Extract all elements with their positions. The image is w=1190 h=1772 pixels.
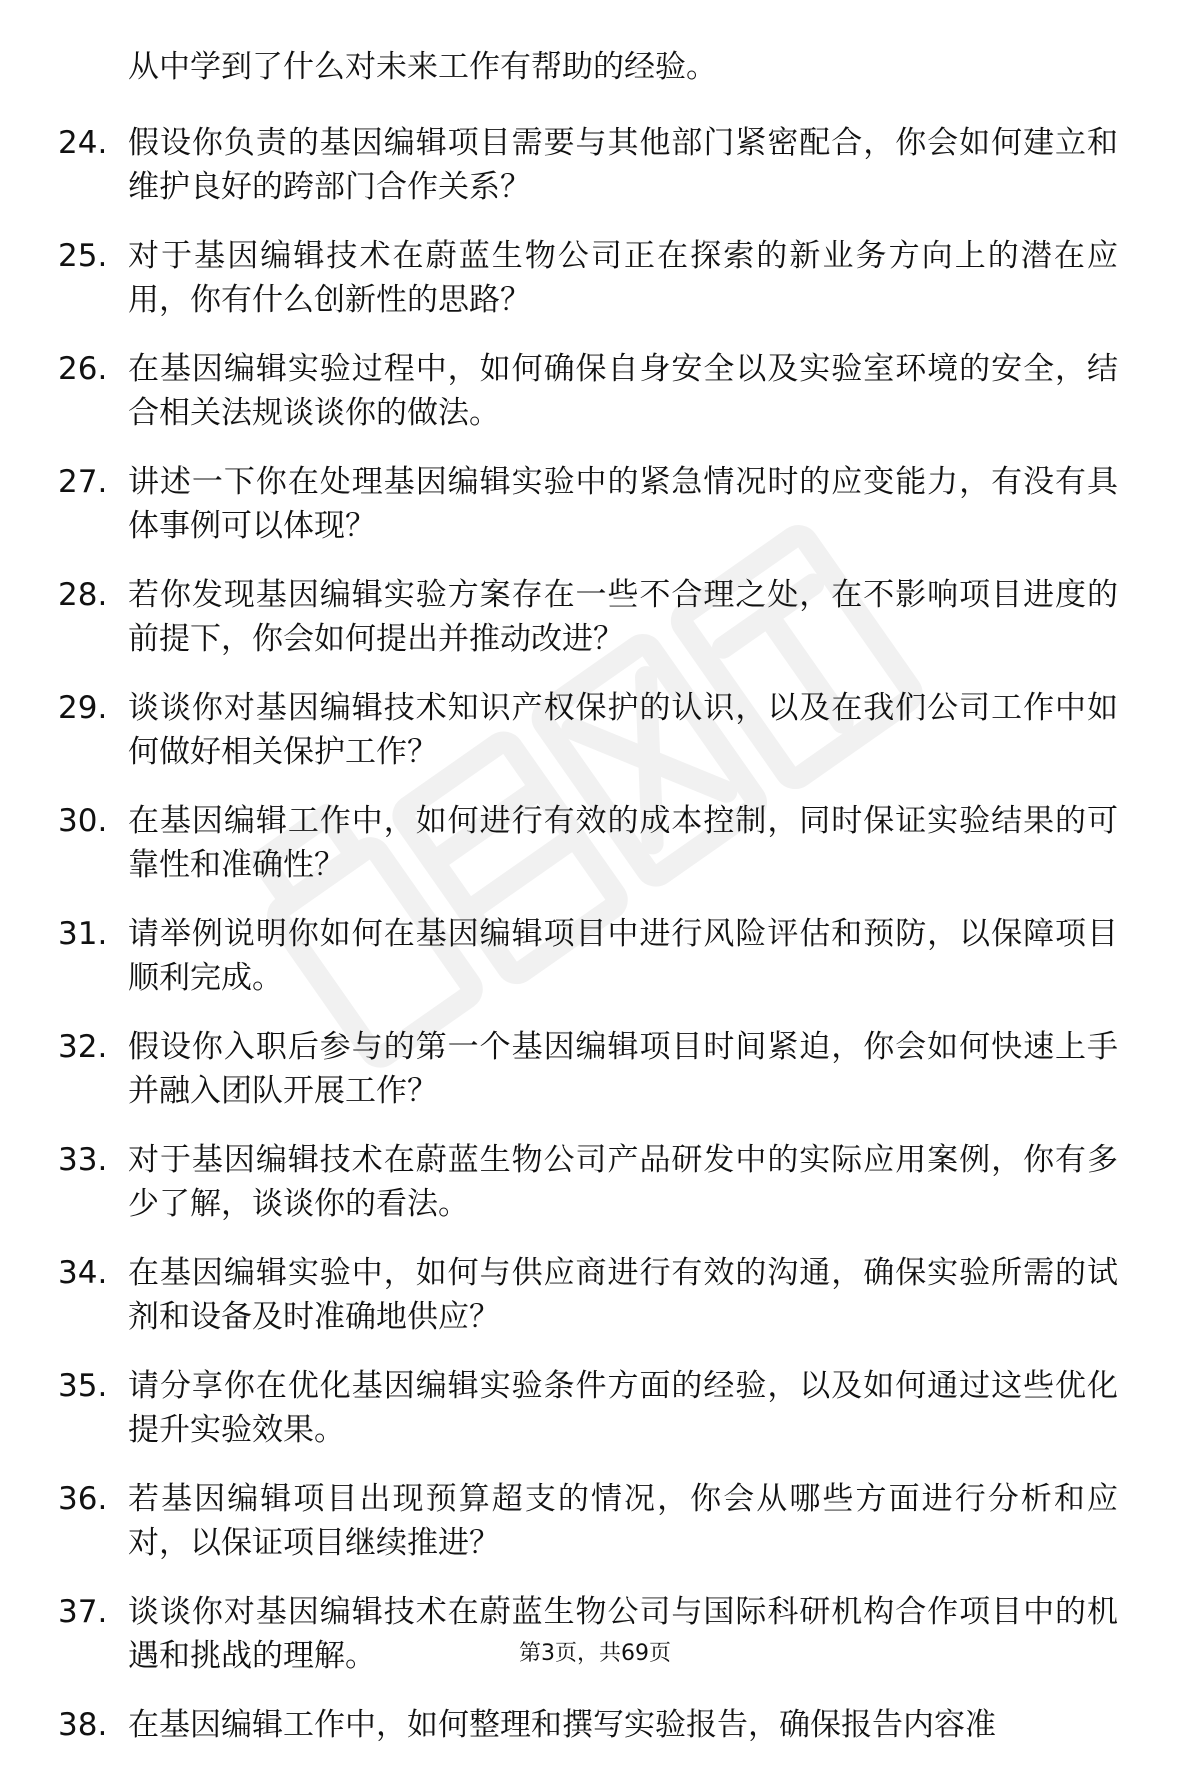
page-number-label: 第3页，共69页 (519, 1641, 671, 1666)
question-number: 32. (58, 1029, 108, 1065)
question-number: 38. (58, 1707, 108, 1743)
question-text: 对于基因编辑技术在蔚蓝生物公司正在探索的新业务方向上的潜在应用，你有什么创新性的思路？ (128, 238, 1118, 318)
continuation-text: 从中学到了什么对未来工作有帮助的经验。 (128, 49, 717, 85)
question-item (58, 1251, 1118, 1339)
question-number: 25. (58, 238, 108, 274)
question-item (58, 1703, 1118, 1747)
question-number: 28. (58, 577, 108, 613)
question-text: 谈谈你对基因编辑技术在蔚蓝生物公司与国际科研机构合作项目中的机遇和挑战的理解。 (128, 1594, 1118, 1674)
question-item (58, 234, 1118, 322)
question-text: 谈谈你对基因编辑技术知识产权保护的认识，以及在我们公司工作中如何做好相关保护工作？ (128, 690, 1118, 770)
question-item (58, 460, 1118, 548)
question-number: 26. (58, 351, 108, 387)
question-text: 在基因编辑实验中，如何与供应商进行有效的沟通，确保实验所需的试剂和设备及时准确地供应？ (128, 1255, 1118, 1335)
question-text: 若你发现基因编辑实验方案存在一些不合理之处，在不影响项目进度的前提下，你会如何提出并推动改进？ (128, 577, 1118, 657)
question-item (58, 1025, 1118, 1113)
question-number: 24. (58, 125, 108, 161)
question-item (58, 1364, 1118, 1452)
question-item (58, 912, 1118, 1000)
question-number: 30. (58, 803, 108, 839)
question-list (58, 46, 1118, 1772)
question-item (58, 1138, 1118, 1226)
question-number: 37. (58, 1594, 108, 1630)
question-text: 在基因编辑工作中，如何进行有效的成本控制，同时保证实验结果的可靠性和准确性？ (128, 803, 1118, 883)
question-number: 27. (58, 464, 108, 500)
question-number: 35. (58, 1368, 108, 1404)
question-item (58, 121, 1118, 209)
question-item (58, 686, 1118, 774)
question-text: 在基因编辑实验过程中，如何确保自身安全以及实验室环境的安全，结合相关法规谈谈你的做法。 (128, 351, 1118, 431)
question-number: 33. (58, 1142, 108, 1178)
question-item (58, 1477, 1118, 1565)
question-text: 在基因编辑工作中，如何整理和撰写实验报告，确保报告内容准 (128, 1707, 996, 1743)
question-item (58, 573, 1118, 661)
question-text: 请举例说明你如何在基因编辑项目中进行风险评估和预防，以保障项目顺利完成。 (128, 916, 1118, 996)
question-number: 34. (58, 1255, 108, 1291)
question-item (58, 347, 1118, 435)
question-text: 请分享你在优化基因编辑实验条件方面的经验，以及如何通过这些优化提升实验效果。 (128, 1368, 1118, 1448)
question-text: 对于基因编辑技术在蔚蓝生物公司产品研发中的实际应用案例，你有多少了解，谈谈你的看法。 (128, 1142, 1118, 1222)
question-number: 29. (58, 690, 108, 726)
page-footer (0, 1640, 1190, 1668)
question-text: 若基因编辑项目出现预算超支的情况，你会从哪些方面进行分析和应对，以保证项目继续推进？ (128, 1481, 1118, 1561)
question-number: 31. (58, 916, 108, 952)
question-number: 36. (58, 1481, 108, 1517)
question-text: 假设你入职后参与的第一个基因编辑项目时间紧迫，你会如何快速上手并融入团队开展工作？ (128, 1029, 1118, 1109)
question-text: 讲述一下你在处理基因编辑实验中的紧急情况时的应变能力，有没有具体事例可以体现？ (128, 464, 1118, 544)
question-text: 假设你负责的基因编辑项目需要与其他部门紧密配合，你会如何建立和维护良好的跨部门合作关系？ (128, 125, 1118, 205)
question-item (58, 799, 1118, 887)
